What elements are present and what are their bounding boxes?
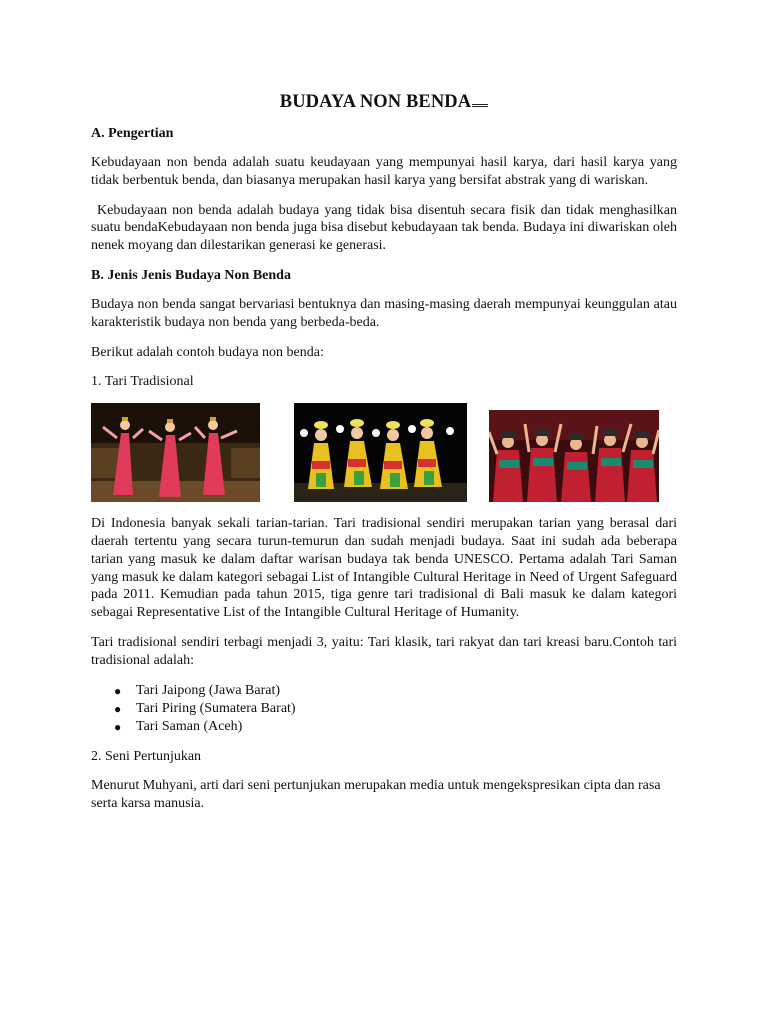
list-item-text: Tari Piring (Sumatera Barat): [136, 700, 296, 716]
bullet-icon: ●: [114, 701, 122, 716]
piring-dance-photo: [294, 403, 467, 502]
section-b-intro: Budaya non benda sangat bervariasi bentuknya dan masing-masing daerah mempunyai keunggulan atau karakteristik budaya non benda yang berbeda-beda.: [91, 296, 677, 330]
jaipong-dance-photo: [91, 403, 260, 502]
list-item: [114, 718, 677, 736]
bullet-icon: ●: [114, 683, 122, 698]
sub1-paragraph-2: Tari tradisional sendiri terbagi menjadi 3, yaitu: Tari klasik, tari rakyat dan tari kreasi baru.Contoh tari tradisional adalah:: [91, 634, 677, 668]
sub2-paragraph: Menurut Muhyani, arti dari seni pertunjukan merupakan media untuk mengekspresikan cipta dan rasa serta karsa manusia.: [91, 778, 661, 812]
section-b-heading: B. Jenis Jenis Budaya Non Benda: [91, 267, 291, 283]
list-item: [114, 700, 677, 718]
sub1-paragraph-1: Di Indonesia banyak sekali tarian-tarian. Tari tradisional sendiri merupakan tarian yang berasal dari daerah tertentu yang secara turun-temurun dan sudah menjadi budaya. Saat ini sudah ada beberapa tarian yang masuk ke dalam daftar warisan budaya tak benda UNESCO. Pertama adalah Tari Saman yang masuk ke dalam kategori sebagai List of Intangible Cultural Heritage in Need of Urgent Safeguard pada 2011. Kemudian pada tahun 2015, tiga genre tari tradisional di Bali masuk ke dalam kategori sebagai Representative List of the Intangible Cultural Heritage of Humanity.: [91, 516, 677, 621]
list-item: [114, 682, 677, 700]
bullet-icon: ●: [114, 719, 122, 734]
section-a-heading: A. Pengertian: [91, 126, 174, 141]
document-title: [91, 92, 677, 113]
section-a-paragraph-2: Kebudayaan non benda adalah budaya yang tidak bisa disentuh secara fisik dan tidak menghasilkan suatu bendaKebudayaan non benda juga bisa disebut kebudayaan tak benda. Budaya ini diwariskan oleh nenek moyang dan dilestarikan generasi ke generasi.: [91, 202, 677, 254]
dance-images-row: [91, 403, 677, 503]
saman-dance-photo: [489, 410, 659, 502]
title-text: BUDAYA NON BENDA: [279, 92, 472, 112]
list-item-text: Tari Jaipong (Jawa Barat): [136, 682, 281, 698]
list-item-text: Tari Saman (Aceh): [136, 718, 243, 734]
sub1-heading: 1. Tari Tradisional: [91, 374, 194, 390]
examples-intro: Berikut adalah contoh budaya non benda:: [91, 344, 324, 360]
dance-list: [91, 682, 677, 736]
title-underline-mark: [472, 98, 488, 107]
section-a-paragraph-1: Kebudayaan non benda adalah suatu keudayaan yang mempunyai hasil karya, dari hasil karya yang tidak berbentuk benda, dan biasanya merupakan hasil karya yang bersifat abstrak yang di wariskan.: [91, 155, 677, 188]
document-content: [91, 92, 677, 825]
sub2-heading: 2. Seni Pertunjukan: [91, 748, 202, 764]
